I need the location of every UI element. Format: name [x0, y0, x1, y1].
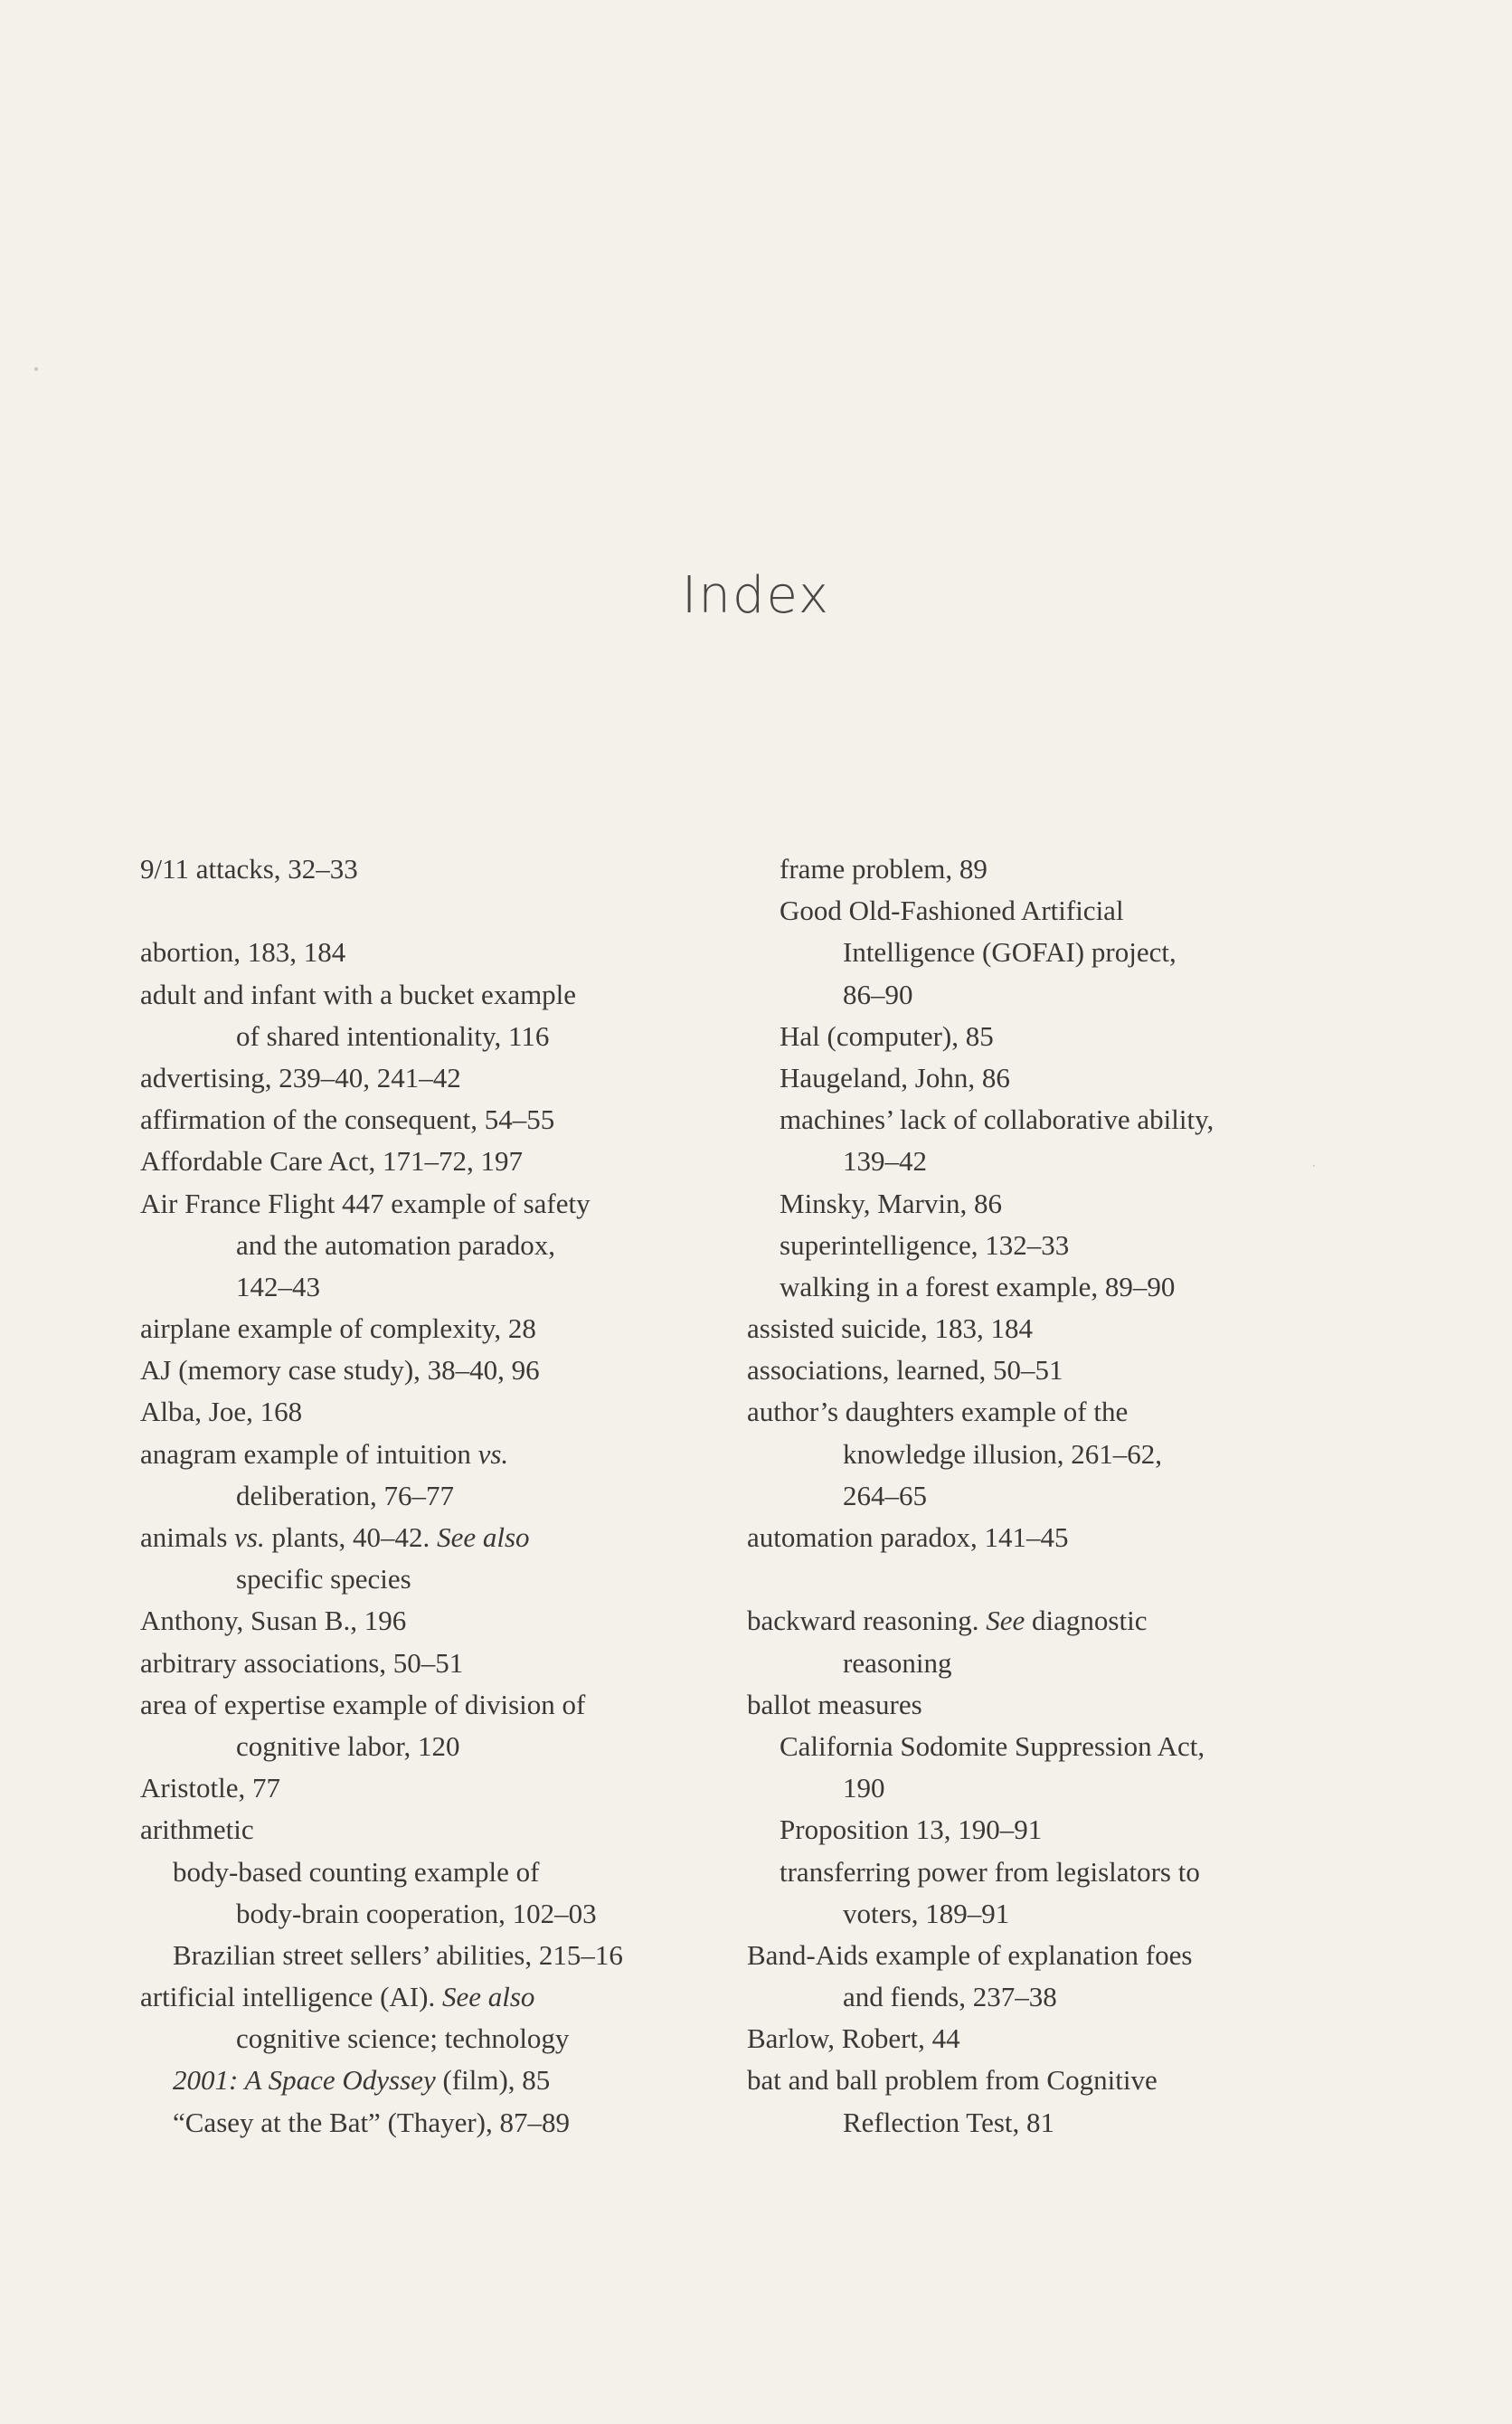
index-entry-line	[747, 1016, 1308, 1057]
index-text: Barlow, Robert, 44	[747, 2022, 960, 2055]
index-entry-line	[140, 1183, 719, 1225]
index-text: 264–65	[843, 1479, 927, 1511]
index-text: diagnostic	[1025, 1605, 1148, 1637]
index-text: transferring power from legislators to	[780, 1855, 1200, 1888]
index-text: Haugeland, John, 86	[780, 1061, 1010, 1094]
index-entry-line	[747, 1475, 1308, 1517]
index-entry-line	[747, 1391, 1308, 1433]
index-text: California Sodomite Suppression Act,	[780, 1729, 1205, 1762]
index-text: deliberation, 76–77	[236, 1479, 455, 1511]
index-text: Alba, Joe, 168	[140, 1396, 303, 1428]
index-entry-line	[140, 2102, 719, 2144]
index-entry-line	[747, 1767, 1308, 1809]
index-entry-line	[747, 848, 1308, 890]
index-text: airplane example of complexity, 28	[140, 1312, 536, 1345]
index-entry-line	[747, 1225, 1308, 1266]
index-entry-line	[140, 1976, 719, 2018]
index-text: walking in a forest example, 89–90	[780, 1270, 1176, 1302]
index-text: automation paradox, 141–45	[747, 1521, 1069, 1553]
index-entry-line	[140, 1726, 719, 1767]
index-spacer	[747, 1558, 1308, 1600]
index-text: cognitive labor, 120	[236, 1729, 460, 1762]
index-entry-line	[140, 1851, 719, 1893]
index-text: artificial intelligence (AI).	[140, 1981, 442, 2013]
index-entry-line	[747, 1893, 1308, 1935]
index-text: “Casey at the Bat” (Thayer), 87–89	[173, 2106, 570, 2138]
index-entry-line	[747, 1684, 1308, 1726]
index-text: area of expertise example of division of	[140, 1688, 586, 1720]
index-text: abortion, 183, 184	[140, 936, 346, 969]
index-text: Air France Flight 447 example of safety	[140, 1187, 591, 1219]
index-entry-line	[747, 1976, 1308, 2018]
index-text: frame problem, 89	[780, 853, 988, 885]
index-text: Band-Aids example of explanation foes	[747, 1938, 1193, 1971]
index-entry-line	[747, 1141, 1308, 1182]
index-entry-line	[140, 1016, 719, 1057]
index-entry-line	[747, 1308, 1308, 1349]
index-text: Hal (computer), 85	[780, 1019, 994, 1052]
index-text: author’s daughters example of the	[747, 1396, 1129, 1428]
index-text: associations, learned, 50–51	[747, 1354, 1063, 1387]
index-entry-line	[140, 848, 719, 890]
index-text: AJ (memory case study), 38–40, 96	[140, 1354, 540, 1387]
index-text: cognitive science; technology	[236, 2022, 570, 2055]
index-column-right	[747, 848, 1308, 2144]
index-text: affirmation of the consequent, 54–55	[140, 1103, 555, 1136]
index-entry-line	[140, 1684, 719, 1726]
index-entry-line	[140, 1349, 719, 1391]
index-text: Minsky, Marvin, 86	[780, 1187, 1002, 1219]
index-text: 139–42	[843, 1145, 927, 1178]
index-italic-text: vs.	[234, 1521, 265, 1553]
index-italic-text: See	[986, 1605, 1025, 1637]
index-entry-line	[140, 1057, 719, 1099]
index-entry-line	[747, 1057, 1308, 1099]
index-entry-line	[747, 2102, 1308, 2144]
index-entry-line	[747, 1183, 1308, 1225]
index-text: arithmetic	[140, 1813, 254, 1846]
index-text: body-brain cooperation, 102–03	[236, 1897, 597, 1929]
index-text: of shared intentionality, 116	[236, 1019, 550, 1052]
index-entry-line	[140, 1893, 719, 1935]
index-entry-line	[140, 1600, 719, 1642]
index-entry-line	[140, 1558, 719, 1600]
index-entry-line	[140, 2059, 719, 2101]
index-text: reasoning	[843, 1646, 952, 1679]
index-entry-line	[140, 1308, 719, 1349]
index-text: 86–90	[843, 978, 913, 1010]
index-text: body-based counting example of	[173, 1855, 540, 1888]
index-text: Intelligence (GOFAI) project,	[843, 936, 1177, 969]
index-text: 9/11 attacks, 32–33	[140, 853, 358, 885]
index-entry-line	[747, 1643, 1308, 1684]
paper-speck	[1313, 1165, 1315, 1167]
index-entry-line	[747, 974, 1308, 1016]
index-text: Brazilian street sellers’ abilities, 215–16	[173, 1938, 623, 1971]
page-title: Index	[681, 566, 831, 625]
index-text: 142–43	[236, 1270, 320, 1302]
index-text: adult and infant with a bucket example	[140, 978, 577, 1010]
index-text: knowledge illusion, 261–62,	[843, 1437, 1163, 1470]
index-text: superintelligence, 132–33	[780, 1228, 1070, 1261]
index-text: animals	[140, 1521, 235, 1553]
index-text: specific species	[236, 1563, 411, 1595]
index-text: Reflection Test, 81	[843, 2106, 1055, 2138]
index-text: assisted suicide, 183, 184	[747, 1312, 1033, 1345]
index-entry-line	[140, 1809, 719, 1851]
index-entry-line	[140, 1391, 719, 1433]
index-text: 190	[843, 1772, 885, 1804]
index-text: advertising, 239–40, 241–42	[140, 1061, 461, 1094]
index-entry-line	[747, 2018, 1308, 2059]
index-entry-line	[140, 1475, 719, 1517]
index-entry-line	[140, 1767, 719, 1809]
index-text: plants, 40–42.	[264, 1521, 438, 1553]
index-text: (film), 85	[435, 2064, 551, 2097]
index-entry-line	[747, 1851, 1308, 1893]
paper-speck	[34, 367, 38, 371]
index-entry-line	[747, 1600, 1308, 1642]
index-entry-line	[140, 1266, 719, 1308]
index-entry-line	[747, 1434, 1308, 1475]
index-text: and the automation paradox,	[236, 1228, 555, 1261]
index-entry-line	[140, 1643, 719, 1684]
index-entry-line	[140, 1225, 719, 1266]
index-entry-line	[747, 1517, 1308, 1558]
index-entry-line	[140, 974, 719, 1016]
index-entry-line	[140, 2018, 719, 2059]
index-entry-line	[747, 1349, 1308, 1391]
index-text: bat and ball problem from Cognitive	[747, 2064, 1158, 2097]
index-entry-line	[140, 1517, 719, 1558]
index-text: Anthony, Susan B., 196	[140, 1605, 407, 1637]
index-text: anagram example of intuition	[140, 1437, 478, 1470]
index-text: machines’ lack of collaborative ability,	[780, 1103, 1214, 1136]
index-text: ballot measures	[747, 1688, 922, 1720]
index-text: voters, 189–91	[843, 1897, 1010, 1929]
index-italic-text: See also	[437, 1521, 530, 1553]
index-italic-text: 2001: A Space Odyssey	[173, 2064, 436, 2097]
index-entry-line	[140, 1434, 719, 1475]
index-entry-line	[747, 1266, 1308, 1308]
index-entry-line	[747, 2059, 1308, 2101]
index-entry-line	[140, 1935, 719, 1976]
index-entry-line	[747, 1099, 1308, 1141]
index-entry-line	[747, 890, 1308, 932]
index-entry-line	[747, 932, 1308, 973]
index-text: Affordable Care Act, 171–72, 197	[140, 1145, 523, 1178]
index-text: Proposition 13, 190–91	[780, 1813, 1043, 1846]
index-entry-line	[140, 1099, 719, 1141]
index-entry-line	[747, 1809, 1308, 1851]
index-italic-text: See also	[441, 1981, 535, 2013]
index-text: backward reasoning.	[747, 1605, 987, 1637]
index-entry-line	[747, 1726, 1308, 1767]
index-entry-line	[747, 1935, 1308, 1976]
index-italic-text: vs.	[477, 1437, 509, 1470]
index-text: arbitrary associations, 50–51	[140, 1646, 464, 1679]
index-spacer	[140, 890, 719, 932]
index-column-left	[140, 848, 719, 2144]
index-entry-line	[140, 932, 719, 973]
index-entry-line	[140, 1141, 719, 1182]
index-text: Aristotle, 77	[140, 1772, 280, 1804]
index-text: Good Old-Fashioned Artificial	[780, 895, 1124, 927]
index-text: and fiends, 237–38	[843, 1981, 1057, 2013]
